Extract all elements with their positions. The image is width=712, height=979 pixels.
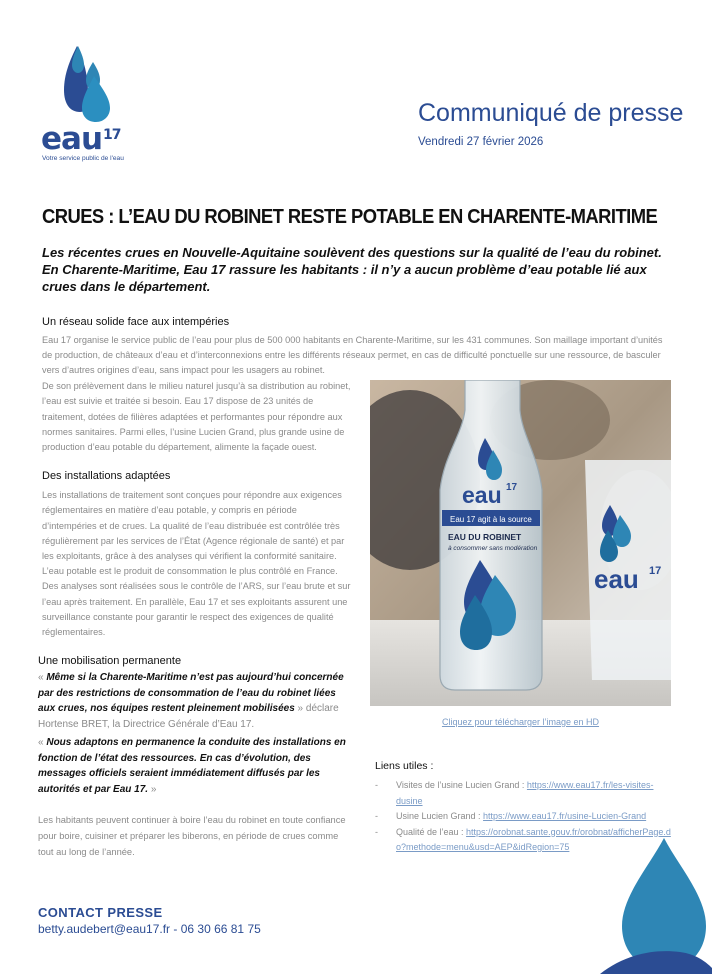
bottle-label-sub: à consommer sans modération [448, 545, 538, 552]
section-paragraph: L’eau potable est le produit de consommation le plus contrôlé en France. Des analyses sont réalisées sous le contrôle de l’ARS, sur l’eau brute et sur l’eau après traitement. En parallèle, Eau 17 et ses exploitants assurent une surveillance constante pour garantir le respect des exigences de qualité réglementaires. [42, 566, 351, 638]
section-title-reseau: Un réseau solide face aux intempéries [42, 316, 230, 328]
closing-paragraph: Les habitants peuvent continuer à boire l’eau du robinet en toute confiance pour boire, cuisiner et préparer les biberons, en période de crues comme tout au long de l’année. [38, 815, 346, 857]
bottle-logo-number: 17 [506, 482, 518, 493]
bottle-logo-text: eau [462, 482, 502, 508]
quote-adaptation: « Nous adaptons en permanence la conduite des installations en fonction de l’état des ressources. En cas d’évolution, des messages officiels seraient immédiatement diffusés par les autorités et par Eau 17. » [38, 737, 346, 795]
bottle-label-title: EAU DU ROBINET [448, 532, 522, 542]
glass-logo-number: 17 [649, 565, 662, 577]
bottle-photo[interactable] [370, 380, 671, 706]
logo-wordmark: eau$^{17}$ [41, 121, 121, 157]
article-title: CRUES : L’EAU DU ROBINET RESTE POTABLE EN CHARENTE-MARITIME [42, 206, 658, 228]
release-date: Vendredi 27 février 2026 [418, 136, 544, 148]
section-paragraph: De son prélèvement dans le milieu naturel jusqu’à sa distribution au robinet, l’eau est suivie et traitée si besoin. Eau 17 dispose de 23 unités de traitement, dotées de filières adaptées et performantes pour répondre aux normes sanitaires. Parmi elles, l’usine Lucien Grand, plus grande usine de production d’eau potable du département, alimente la façade ouest. [42, 381, 351, 453]
section-title-mobilisation: Une mobilisation permanente [38, 655, 182, 667]
bottle-band-text: Eau 17 agit à la source [450, 515, 532, 524]
logo-tagline: Votre service public de l'eau [42, 155, 124, 162]
article-lead: Les récentes crues en Nouvelle-Aquitaine soulèvent des questions sur la qualité de l’eau du robinet. En Charente-Maritime, Eau 17 rassure les habitants : il n’y a aucun problème d’eau potable lié aux crues dans le département. [42, 245, 662, 294]
list-item: - Qualité de l’eau : https://orobnat.sante.gouv.fr/orobnat/afficherPage.do?methode=menu&usd=AEP&idRegion=75 [375, 826, 671, 852]
list-item: - Visites de l’usine Lucien Grand : https://www.eau17.fr/les-visites-dusine [375, 780, 654, 806]
links-title: Liens utiles : [375, 760, 434, 772]
contact-label: CONTACT PRESSE [38, 905, 163, 920]
section-paragraph: Les installations de traitement sont conçues pour répondre aux exigences réglementaires en matière d’eau potable, y compris en période d’intempéries et de crues. La qualité de l’eau distribuée est contrôlée très régulièrement par les services de l’État (Agence régionale de santé) et par les exploitants, grâce à des analyses qui vérifient la conformité sanitaire. [42, 490, 345, 562]
quote-director: « Même si la Charente-Maritime n’est pas aujourd’hui concernée par des restrictions de consommation de l’eau du robinet liées aux crues, nos équipes restent pleinement mobilisées » déclare Hortense BRET, la Directrice Générale d’Eau 17. [38, 672, 344, 730]
contact-details[interactable]: betty.audebert@eau17.fr - 06 30 66 81 75 [38, 922, 261, 936]
page-title: Communiqué de presse [418, 99, 684, 127]
section-title-installations: Des installations adaptées [42, 470, 171, 482]
list-item: - Usine Lucien Grand : https://www.eau17.fr/usine-Lucien-Grand [375, 811, 647, 821]
link-visites[interactable]: https://www.eau17.fr/les-visites-dusine [396, 780, 654, 806]
section-paragraph: Eau 17 organise le service public de l’eau pour plus de 500 000 habitants en Charente-Maritime, sur les 431 communes. Son maillage important d’unités de production, de châteaux d’eau et d’interconnexions entre les différents réseaux permet, en cas de difficulté ponctuelle sur une ressource, de basculer vers d’autres origines d’eau, sans impact pour les usagers au robinet. [42, 335, 663, 375]
download-image-link[interactable]: Cliquez pour télécharger l’image en HD [441, 717, 600, 727]
link-usine[interactable]: https://www.eau17.fr/usine-Lucien-Grand [483, 811, 647, 821]
link-qualite[interactable]: https://orobnat.sante.gouv.fr/orobnat/afficherPage.do?methode=menu&usd=AEP&idRegion=75 [396, 826, 671, 852]
water-drop-icon [600, 830, 712, 974]
glass-logo-text: eau [594, 564, 639, 594]
